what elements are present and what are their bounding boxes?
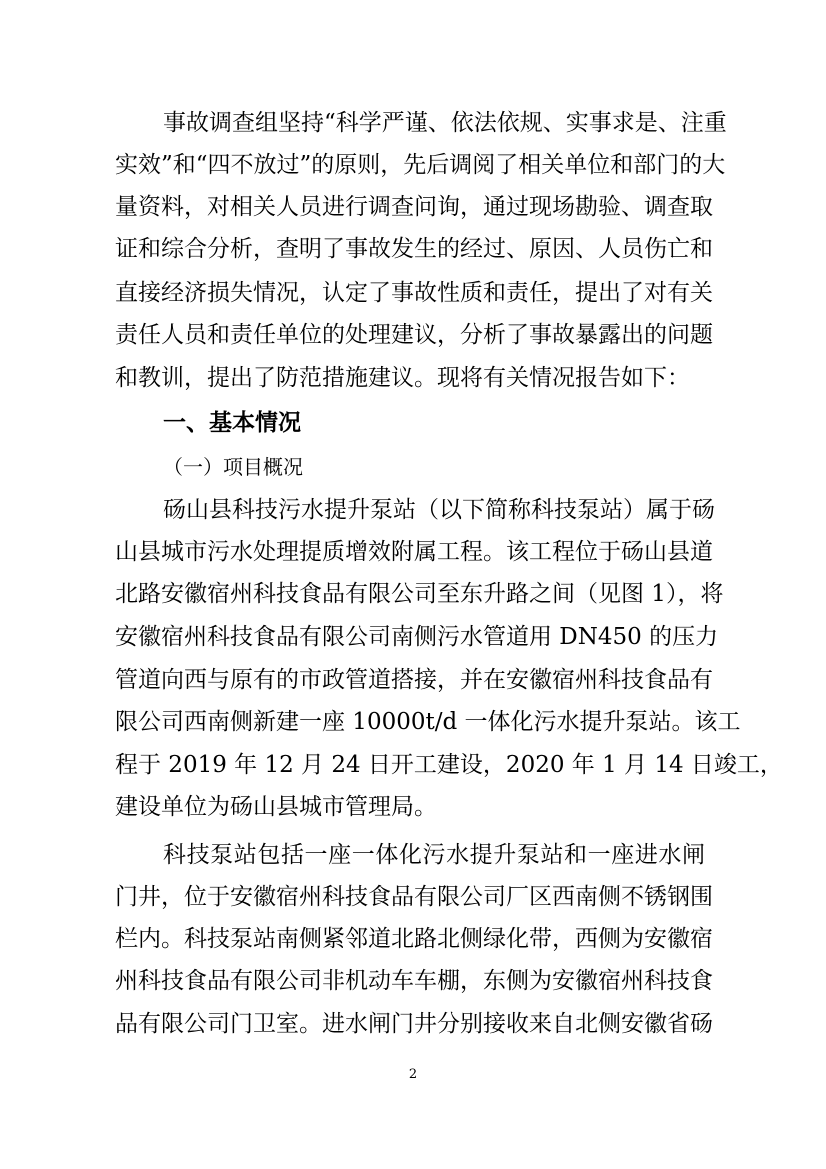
paragraph-1-line-3: 量资料，对相关人员进行调查问询，通过现场勘验、调查取 [115, 194, 713, 220]
paragraph-2-line-6: 限公司西南侧新建一座 10000t/d 一体化污水提升泵站。该工 [115, 709, 741, 735]
subsection-heading: （一）项目概况 [163, 455, 303, 479]
paragraph-3-line-3: 栏内。科技泵站南侧紧邻道北路北侧绿化带，西侧为安徽宿 [115, 926, 713, 952]
paragraph-2-line-2: 山县城市污水处理提质增效附属工程。该工程位于砀山县道 [115, 539, 713, 565]
paragraph-1-line-6: 责任人员和责任单位的处理建议，分析了事故暴露出的问题 [115, 322, 713, 348]
paragraph-3-line-4: 州科技食品有限公司非机动车车棚，东侧为安徽宿州科技食 [115, 968, 713, 994]
paragraph-1-line-4: 证和综合分析，查明了事故发生的经过、原因、人员伤亡和 [115, 236, 713, 262]
paragraph-1-line-2: 实效”和“四不放过”的原则，先后调阅了相关单位和部门的大 [115, 152, 726, 178]
paragraph-1-line-5: 直接经济损失情况，认定了事故性质和责任，提出了对有关 [115, 280, 713, 306]
paragraph-2-line-1: 砀山县科技污水提升泵站（以下简称科技泵站）属于砀 [163, 497, 715, 523]
paragraph-2-line-8: 建设单位为砀山县城市管理局。 [115, 794, 437, 820]
paragraph-2-line-5: 管道向西与原有的市政管道搭接，并在安徽宿州科技食品有 [115, 667, 713, 693]
paragraph-3-line-5: 品有限公司门卫室。进水闸门井分别接收来自北侧安徽省砀 [115, 1011, 713, 1037]
paragraph-1-line-7: 和教训，提出了防范措施建议。现将有关情况报告如下： [115, 365, 690, 391]
page-number: 2 [408, 1067, 418, 1082]
paragraph-2-line-7: 程于 2019 年 12 月 24 日开工建设，2020 年 1 月 14 日竣工， [115, 752, 783, 778]
paragraph-1-line-1: 事故调查组坚持“科学严谨、依法依规、实事求是、注重 [163, 110, 727, 136]
paragraph-3-line-2: 门井，位于安徽宿州科技食品有限公司厂区西南侧不锈钢围 [115, 884, 713, 910]
paragraph-2-line-3: 北路安徽宿州科技食品有限公司至东升路之间（见图 1），将 [115, 581, 724, 607]
paragraph-2-line-4: 安徽宿州科技食品有限公司南侧污水管道用 DN450 的压力 [115, 624, 719, 650]
section-heading: 一、基本情况 [163, 410, 301, 436]
paragraph-3-line-1: 科技泵站包括一座一体化污水提升泵站和一座进水闸 [163, 842, 705, 868]
